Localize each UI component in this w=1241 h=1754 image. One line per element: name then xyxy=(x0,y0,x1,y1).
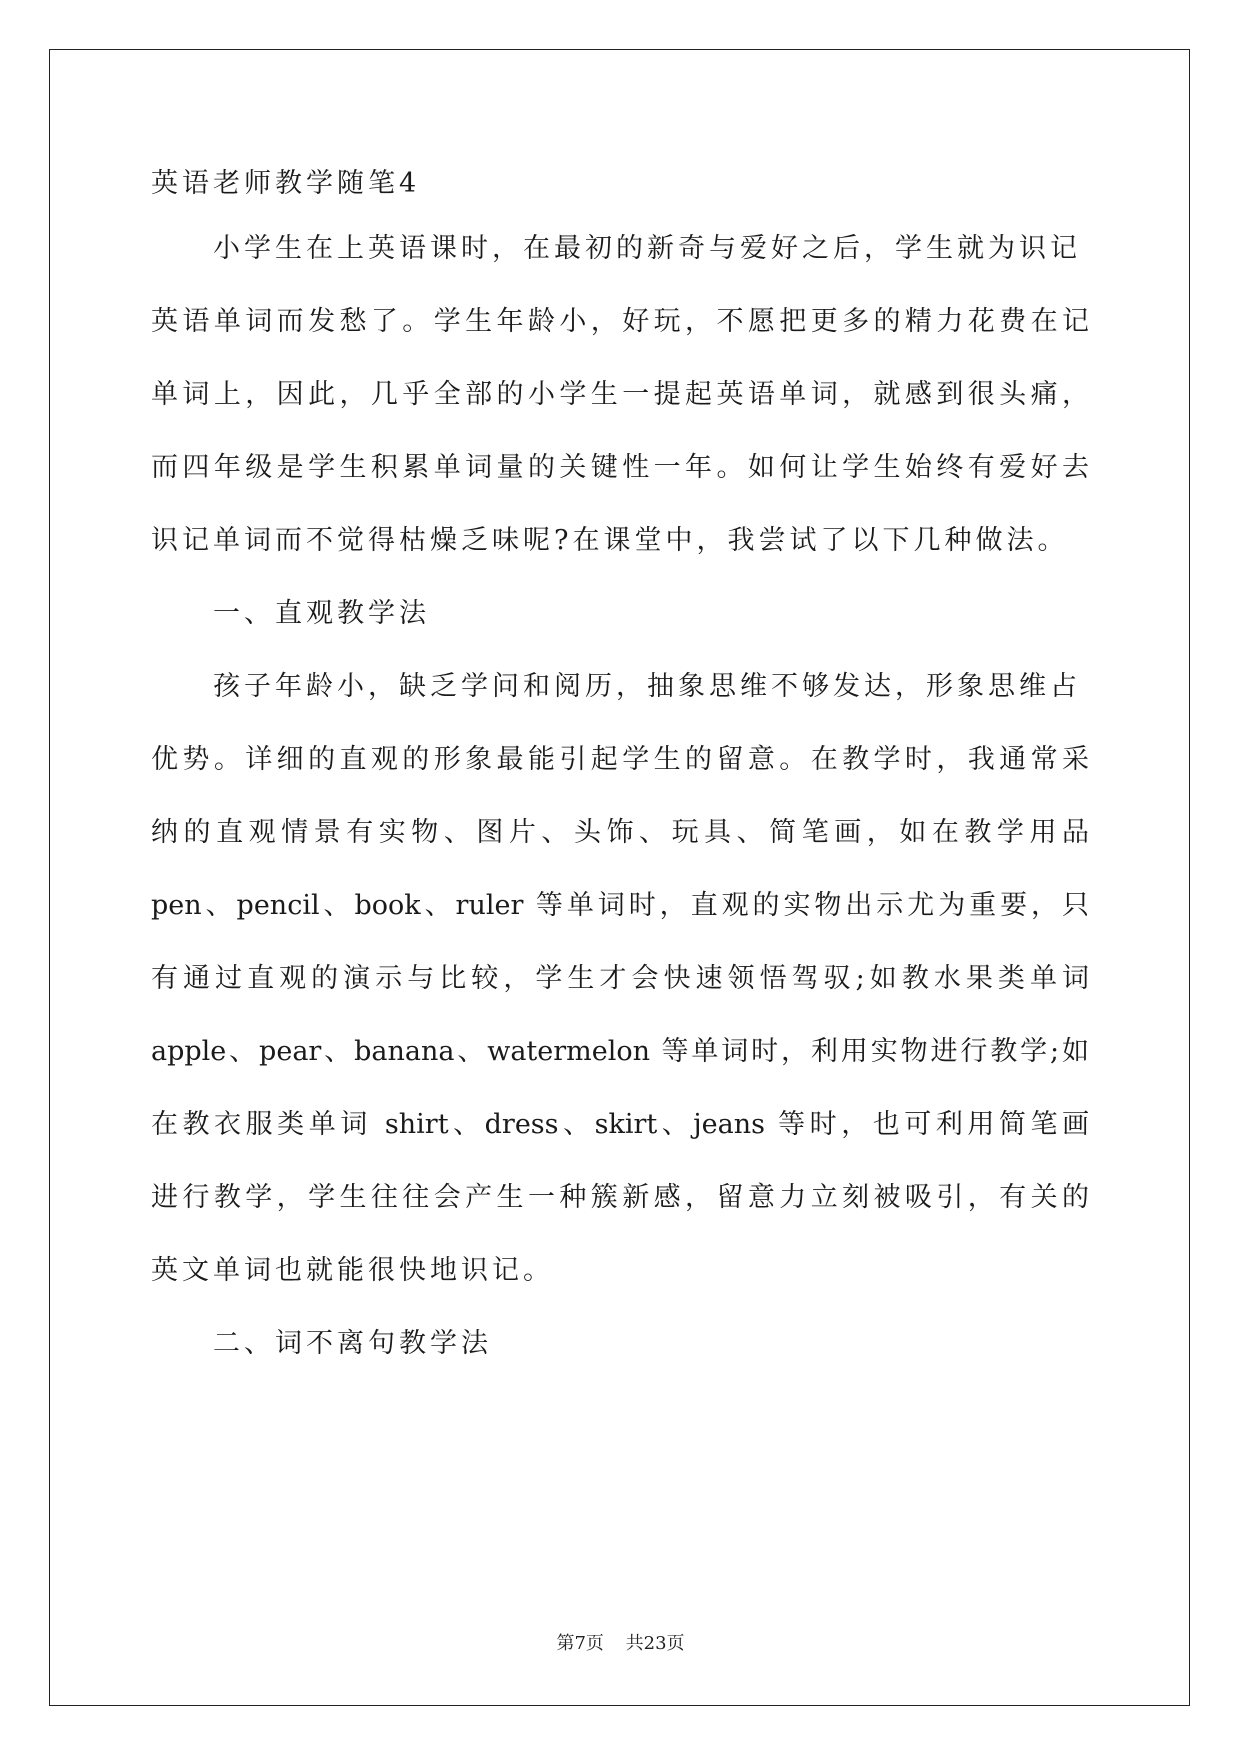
paragraph-line: apple、pear、banana、watermelon 等单词时，利用实物进行教学;如 xyxy=(151,1036,1089,1067)
page-footer xyxy=(0,1632,1241,1656)
document-title: 英语老师教学随笔4 xyxy=(151,168,421,199)
paragraph-line: 单词上，因此，几乎全部的小学生一提起英语单词，就感到很头痛， xyxy=(151,379,1089,410)
paragraph-line: 优势。详细的直观的形象最能引起学生的留意。在教学时，我通常采 xyxy=(151,744,1089,775)
paragraph-line: 英语单词而发愁了。学生年龄小，好玩，不愿把更多的精力花费在记 xyxy=(151,306,1089,337)
section-heading: 一、直观教学法 xyxy=(213,598,430,629)
paragraph-line: 而四年级是学生积累单词量的关键性一年。如何让学生始终有爱好去 xyxy=(151,452,1089,483)
total-pages-label: 共23页 xyxy=(625,1633,685,1654)
paragraph-line: 小学生在上英语课时，在最初的新奇与爱好之后，学生就为识记 xyxy=(213,233,1081,264)
section-heading: 二、词不离句教学法 xyxy=(213,1328,492,1359)
paragraph-line: 英文单词也就能很快地识记。 xyxy=(151,1255,554,1286)
paragraph-line: 识记单词而不觉得枯燥乏味呢?在课堂中，我尝试了以下几种做法。 xyxy=(151,525,1069,556)
paragraph-line: 孩子年龄小，缺乏学问和阅历，抽象思维不够发达，形象思维占 xyxy=(213,671,1081,702)
paragraph-line: 纳的直观情景有实物、图片、头饰、玩具、简笔画，如在教学用品 xyxy=(151,817,1089,848)
current-page-label: 第7页 xyxy=(556,1633,604,1654)
paragraph-line: 有通过直观的演示与比较，学生才会快速领悟驾驭;如教水果类单词 xyxy=(151,963,1089,994)
paragraph-line: 进行教学，学生往往会产生一种簇新感，留意力立刻被吸引，有关的 xyxy=(151,1182,1089,1213)
paragraph-line: pen、pencil、book、ruler 等单词时，直观的实物出示尤为重要，只 xyxy=(151,890,1089,921)
paragraph-line: 在教衣服类单词 shirt、dress、skirt、jeans 等时，也可利用简笔画 xyxy=(151,1109,1089,1140)
page-border xyxy=(49,49,1190,1706)
